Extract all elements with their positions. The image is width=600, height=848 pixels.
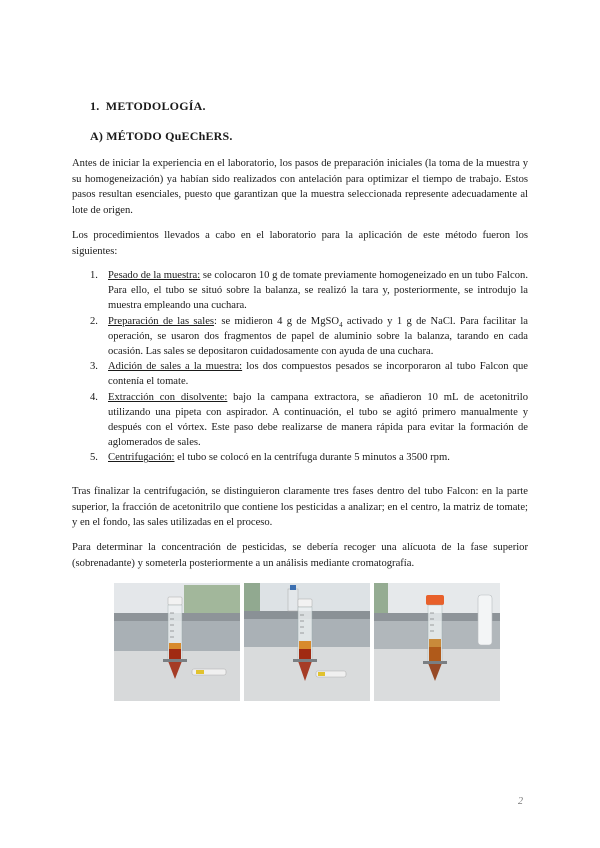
list-item [72, 390, 528, 451]
list-number: 2. [90, 315, 98, 327]
list-item [72, 359, 528, 389]
list-item [72, 268, 528, 314]
step-title: Extracción con disolvente: [108, 391, 228, 403]
section-heading: 1. METODOLOGÍA. [90, 99, 206, 113]
intro-paragraph: Antes de iniciar la experiencia en el laboratorio, los pasos de preparación iniciales (la toma de la muestra y su homogeneización) ya habían sido realizados con antelación para optimizar el tiempo de trabajo. Estos pasos resultan esenciales, puesto que garantizan que la muestra seleccionada represente adecuadamente al lote de origen. [72, 158, 528, 216]
step-text: : se midieron 4 g de MgSO [214, 315, 340, 327]
falcon-tube-photo [244, 583, 370, 701]
page-number: 2 [518, 796, 523, 807]
list-number: 5. [90, 452, 98, 464]
analysis-paragraph: Para determinar la concentración de pesticidas, se debería recoger una alícuota de la fase superior (sobrenadante) y someterla posteriormente a un análisis mediante cromatografía. [72, 542, 528, 569]
step-text: los dos compuestos pesados se incorporaron al tubo Falcon que contenía el tomate. [108, 361, 528, 388]
phases-paragraph: Tras finalizar la centrifugación, se distinguieron claramente tres fases dentro del tubo Falcon: en la parte superior, la fracción de acetonitrilo que contiene los pesticidas a analizar; en el centro, la matriz de tomate; y en el fondo, las sales utilizadas en el proceso. [72, 486, 528, 529]
procedures-paragraph: Los procedimientos llevados a cabo en el laboratorio para la aplicación de este método fueron los siguientes: [72, 230, 528, 257]
list-item [72, 314, 528, 360]
step-text: bajo la campana extractora, se añadieron 10 mL de acetonitrilo utilizando una pipeta con aspirador. A continuación, el tubo se agitó primero manualmente y después con el vórtex. Este paso debe realizarse de manera rápida para evitar la formación de aglomerados de sales. [108, 391, 528, 449]
list-item [72, 450, 528, 465]
step-title: Adición de sales a la muestra: [108, 361, 243, 373]
step-text: el tubo se colocó en la centrífuga durante 5 minutos a 3500 rpm. [174, 452, 450, 464]
step-text: activado y 1 g de NaCl. Para facilitar la operación, se usaron dos fragmentos de papel de aluminio sobre la balanza, tarando en cada ocasión. Las sales se depositaron cuidadosamente con ayuda de una cuchara. [108, 315, 528, 358]
procedure-list [72, 268, 528, 466]
photo-strip [114, 583, 500, 701]
falcon-tube-photo [374, 583, 500, 701]
list-number: 3. [90, 361, 98, 373]
step-text: se colocaron 10 g de tomate previamente homogeneizado en un tubo Falcon. Para ello, el tubo se situó sobre la balanza, se realizó la tara y, posteriormente, se introdujo la muestra empleando una cuchara. [108, 270, 528, 312]
list-number: 1. [90, 270, 98, 281]
subscript: 4 [339, 320, 343, 329]
list-number: 4. [90, 391, 98, 403]
step-title: Centrifugación: [108, 452, 175, 464]
step-title: Pesado de la muestra: [108, 270, 201, 281]
subsection-heading: A) MÉTODO QuEChERS. [90, 129, 233, 143]
step-title: Preparación de las sales [108, 315, 215, 327]
falcon-tube-photo [114, 583, 240, 701]
